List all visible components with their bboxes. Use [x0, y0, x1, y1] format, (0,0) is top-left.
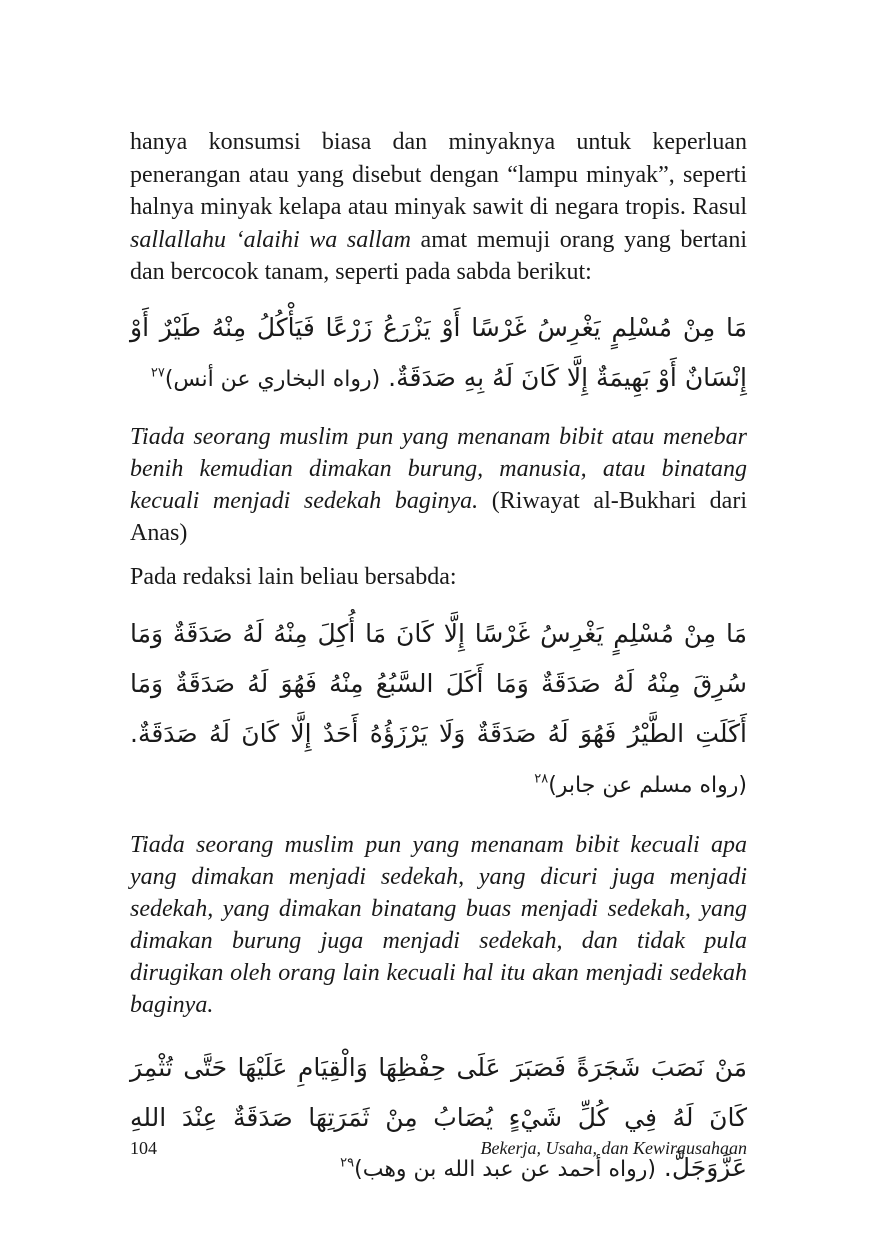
hadith-1-reference: (رواه البخاري عن أنس)	[164, 366, 381, 392]
paragraph-intro-text-a: hanya konsumsi biasa dan minyaknya untuk keperluan penerangan atau yang disebut dengan “lampu minyak”, seperti halnya minyak kelapa atau minyak sawit di negara tropis. Rasul	[130, 129, 747, 220]
hadith-2-reference: (رواه مسلم عن جابر)	[548, 772, 747, 798]
translation-1-reference: (Riwayat al-Bukhari dari Anas)	[130, 487, 747, 546]
paragraph-intro-text-b: amat memuji orang yang bertani dan bercocok tanam, seperti pada sabda berikut:	[130, 226, 747, 285]
running-title: Bekerja, Usaha, dan Kewirausahaan	[480, 1138, 747, 1158]
paragraph-intro-honorific: sallallahu ‘alaihi wa sallam	[130, 226, 411, 253]
hadith-3-text: مَنْ نَصَبَ شَجَرَةً فَصَبَرَ عَلَى حِفْظِهَا وَالْقِيَامِ عَلَيْهَا حَتَّى تُثْمِرَ كَانَ لَهُ فِي كُلِّ شَيْءٍ يُصَابُ مِنْ ثَمَرَتِهَا صَدَقَةٌ عِنْدَ اللهِ عَزَّوَجَلَّ.	[130, 1052, 747, 1182]
lead-in-2: Pada redaksi lain beliau bersabda:	[130, 563, 457, 590]
page-number: 104	[130, 1138, 157, 1158]
translation-1-text: Tiada seorang muslim pun yang menanam bibit atau menebar benih kemudian dimakan burung, manusia, atau binatang kecuali menjadi sedekah baginya.	[130, 423, 747, 514]
page-footer	[130, 1138, 747, 1159]
translation-2	[130, 829, 747, 1021]
hadith-2-footnote: ٢٨	[534, 771, 549, 787]
hadith-3-footnote: ٢٩	[340, 1155, 355, 1171]
hadith-3-arabic	[130, 1043, 747, 1195]
translation-2-text: Tiada seorang muslim pun yang menanam bibit kecuali apa yang dimakan menjadi sedekah, yang dicuri juga menjadi sedekah, yang dimakan binatang buas menjadi sedekah, yang dimakan burung juga menjadi sedekah, dan tidak pula dirugikan oleh orang lain kecuali hal itu akan menjadi sedekah baginya.	[130, 831, 747, 1018]
hadith-2-arabic	[130, 609, 747, 811]
page-body	[130, 126, 747, 1195]
hadith-2-text: مَا مِنْ مُسْلِمٍ يَغْرِسُ غَرْسًا إِلَّا كَانَ مَا أُكِلَ مِنْهُ لَهُ صَدَقَةٌ وَمَا سُرِقَ مِنْهُ لَهُ صَدَقَةٌ وَمَا أَكَلَ السَّبُعُ مِنْهُ فَهُوَ لَهُ صَدَقَةٌ وَمَا أَكَلَتِ الطَّيْرُ فَهُوَ لَهُ صَدَقَةٌ وَلَا يَرْزَؤُهُ أَحَدٌ إِلَّا كَانَ لَهُ صَدَقَةٌ.	[130, 618, 747, 748]
hadith-1-text: مَا مِنْ مُسْلِمٍ يَغْرِسُ غَرْسًا أَوْ يَزْرَعُ زَرْعًا فَيَأْكُلُ مِنْهُ طَيْرٌ أَوْ إِنْسَانٌ أَوْ بَهِيمَةٌ إِلَّا كَانَ لَهُ بِهِ صَدَقَةٌ.	[130, 312, 747, 392]
hadith-3-reference: (رواه أحمد عن عبد الله بن وهب)	[354, 1156, 656, 1182]
hadith-1-footnote: ٢٧	[150, 365, 165, 381]
hadith-1-arabic	[130, 303, 747, 405]
paragraph-intro	[130, 126, 747, 289]
translation-1	[130, 421, 747, 549]
